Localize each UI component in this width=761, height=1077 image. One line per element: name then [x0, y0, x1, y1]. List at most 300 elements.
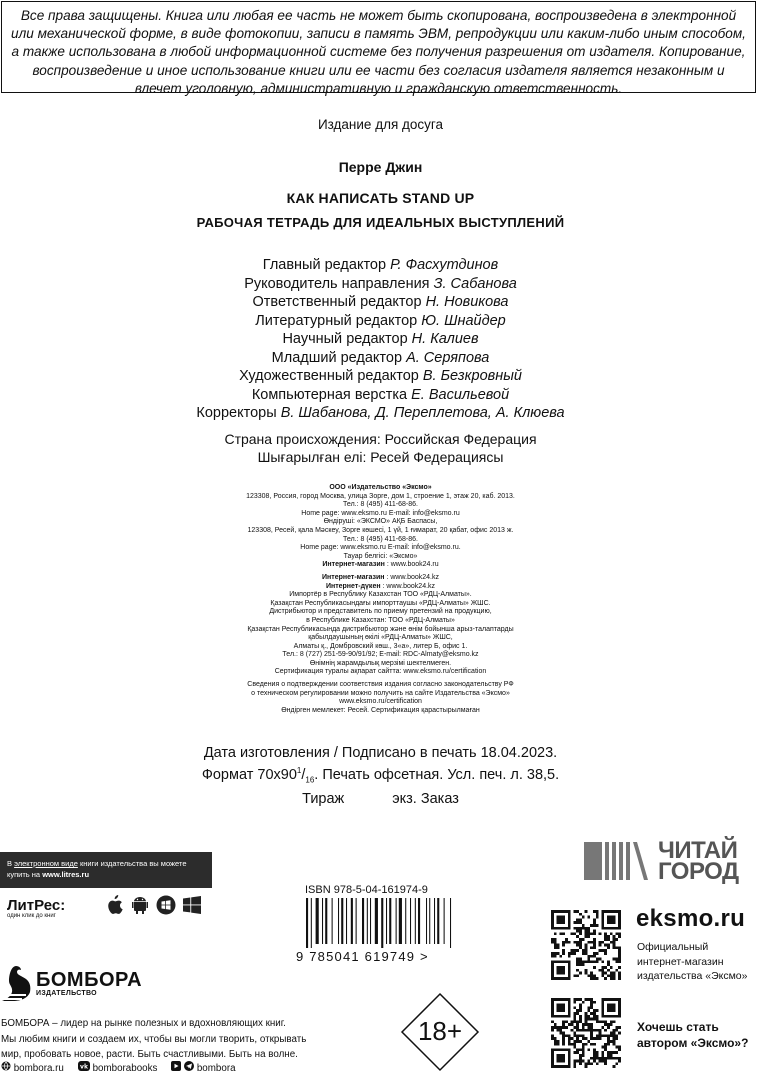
qr-module [593, 1001, 596, 1004]
qr-module [585, 930, 588, 933]
qr-module [585, 949, 588, 952]
barcode-bar [325, 898, 327, 944]
qr-module [554, 1037, 557, 1040]
qr-module [585, 969, 588, 972]
qr-module [576, 1037, 579, 1040]
importer-line: Сертификация туралы ақпарат сайтта: www.eksmo.ru/certification [274, 668, 487, 676]
qr-module [554, 952, 557, 955]
qr-module [579, 1006, 582, 1009]
qr-module [618, 966, 621, 969]
barcode-bar [418, 898, 420, 944]
qr-module [596, 1034, 599, 1037]
qr-module [554, 946, 557, 949]
qr-module [573, 927, 576, 930]
qr-module [587, 960, 590, 963]
qr-module [576, 930, 579, 933]
online-shop-line [0, 561, 761, 570]
qr-module [587, 927, 590, 930]
staff-role: Ответственный редактор [252, 294, 422, 310]
qr-module [593, 1057, 596, 1060]
qr-module [585, 952, 588, 955]
bombora-about [1, 1016, 341, 1063]
qr-module [593, 952, 596, 955]
qr-module [573, 1012, 576, 1015]
qr-module [576, 1029, 579, 1032]
qr-module [607, 1026, 610, 1029]
qr-module [557, 1029, 560, 1032]
qr-module [557, 1043, 560, 1046]
qr-module [593, 1054, 596, 1057]
qr-module [590, 1006, 593, 1009]
qr-module [593, 960, 596, 963]
eksmo-desc-line: Официальный [637, 941, 709, 953]
qr-module [573, 1015, 576, 1018]
eksmo-desc-line: издательства «Эксмо» [637, 970, 748, 982]
qr-module [593, 1012, 596, 1015]
qr-module [585, 1023, 588, 1026]
qr-module [593, 1051, 596, 1054]
qr-module [593, 921, 596, 924]
staff-role: Корректоры [196, 405, 277, 421]
qr-module [568, 1043, 571, 1046]
shop-url: : www.book24.kz [380, 582, 436, 590]
qr-module [604, 972, 607, 975]
qr-module [562, 944, 565, 947]
barcode-bar [434, 898, 435, 944]
staff-role: Главный редактор [262, 257, 387, 273]
staff-name: А. Серяпова [406, 349, 490, 366]
qr-module [607, 1054, 610, 1057]
bombora-about-line: мир, пробовать новое, расти. Быть счастливыми. Быть на волне. [1, 1049, 298, 1060]
vk-icon [78, 1061, 90, 1071]
qr-module [579, 946, 582, 949]
bombora-vk-link[interactable] [78, 1061, 158, 1074]
qr-module [585, 1015, 588, 1018]
shop-label: Интернет-дүкен [325, 582, 381, 590]
qr-module [571, 949, 574, 952]
qr-module [582, 1037, 585, 1040]
qr-module [573, 1043, 576, 1046]
edition-type: Издание для досуга [317, 117, 444, 132]
importer-line: Дистрибьютор и представитель по приему претензий на продукцию, [269, 608, 492, 616]
staff-name: Ю. Шнайдер [421, 312, 506, 329]
author-call-line: автором «Эксмо»? [637, 1036, 749, 1050]
litres-logo: ЛитРес: [7, 897, 66, 914]
qr-module [590, 998, 593, 1001]
qr-module [590, 1057, 593, 1060]
staff-line [0, 404, 761, 423]
qr-module [585, 1020, 588, 1023]
qr-module [599, 949, 602, 952]
qr-module [587, 1009, 590, 1012]
qr-module [601, 1020, 604, 1023]
qr-module [599, 1032, 602, 1035]
qr-module [562, 1040, 565, 1043]
qr-module [613, 935, 616, 938]
qr-module [613, 938, 616, 941]
qr-module [618, 1060, 621, 1063]
litres-banner-line2 [7, 869, 206, 880]
become-author-qr-code[interactable] [551, 998, 621, 1068]
qr-module [618, 1048, 621, 1051]
qr-module [554, 1040, 557, 1043]
qr-module [613, 958, 616, 961]
qr-module [573, 1046, 576, 1049]
qr-module [604, 1048, 607, 1051]
qr-module [593, 955, 596, 958]
qr-module [613, 972, 616, 975]
certification-line: Өндірген мемлекет: Ресей. Сертификация қарастырылмаған [281, 706, 480, 714]
qr-module [585, 1012, 588, 1015]
eksmo-shop-qr-code[interactable] [551, 910, 621, 980]
chitai-line1: ЧИТАЙ [658, 837, 738, 864]
qr-module [585, 1029, 588, 1032]
qr-module [573, 1018, 576, 1021]
android-icon [130, 895, 150, 915]
qr-module [565, 1034, 568, 1037]
qr-module [573, 1062, 576, 1065]
circulation [0, 790, 761, 808]
qr-module [571, 952, 574, 955]
staff-name: В. Шабанова, Д. Переплетова, А. Клюева [280, 405, 565, 421]
qr-module [596, 1057, 599, 1060]
qr-module [607, 963, 610, 966]
qr-module [596, 958, 599, 961]
qr-module [579, 958, 582, 961]
qr-module [579, 913, 582, 916]
svg-text:vk: vk [79, 1063, 88, 1071]
qr-module [593, 1029, 596, 1032]
qr-module [607, 974, 610, 977]
qr-module [576, 1020, 579, 1023]
qr-module [607, 946, 610, 949]
staff-name: З. Сабанова [433, 275, 517, 292]
publisher-line: Тел.: 8 (495) 411-68-86. [343, 501, 418, 509]
qr-module [610, 974, 613, 977]
qr-module [579, 918, 582, 921]
apple-icon [104, 895, 124, 915]
qr-module [568, 941, 571, 944]
become-author-text [637, 1019, 748, 1051]
banner-text: В [7, 859, 15, 868]
litres-banner-line1 [7, 858, 206, 869]
qr-module [582, 1029, 585, 1032]
qr-module [587, 958, 590, 961]
qr-module [576, 1009, 579, 1012]
bombora-social-link[interactable] [171, 1061, 235, 1074]
qr-module [562, 1026, 565, 1029]
qr-module [587, 1026, 590, 1029]
qr-module [559, 932, 562, 935]
eksmo-site[interactable]: eksmo.ru [636, 905, 746, 932]
qr-module [579, 944, 582, 947]
qr-module [613, 1034, 616, 1037]
qr-module [557, 916, 565, 924]
qr-module [593, 946, 596, 949]
banner-text: купить на [7, 870, 43, 879]
qr-module [590, 1062, 593, 1065]
qr-module [599, 958, 602, 961]
barcode-bar [437, 898, 439, 944]
qr-module [582, 1023, 585, 1026]
publisher-line: ООО «Издательство «Эксмо» [329, 484, 432, 491]
qr-module [607, 1057, 610, 1060]
qr-module [582, 1046, 585, 1049]
qr-module [613, 1020, 616, 1023]
qr-module [573, 932, 576, 935]
qr-module [615, 1034, 618, 1037]
qr-module [576, 969, 579, 972]
qr-module [601, 1034, 604, 1037]
barcode-bar [410, 898, 411, 944]
qr-module [579, 963, 582, 966]
qr-module [610, 932, 613, 935]
qr-module [576, 1034, 579, 1037]
author-call-line: Хочешь стать [637, 1020, 719, 1034]
qr-module [573, 949, 576, 952]
qr-module [585, 972, 588, 975]
qr-module [615, 1037, 618, 1040]
qr-module [585, 927, 588, 930]
qr-module [607, 1040, 610, 1043]
barcode-bar [322, 898, 323, 944]
qr-module [618, 952, 621, 955]
qr-module [610, 966, 613, 969]
qr-module [604, 938, 607, 941]
staff-role: Младший редактор [271, 349, 403, 366]
qr-module [607, 969, 610, 972]
litres-site-link[interactable]: www.litres.ru [42, 870, 90, 879]
qr-module [590, 1034, 593, 1037]
qr-module [610, 977, 613, 980]
qr-module [593, 1060, 596, 1063]
qr-module [599, 1034, 602, 1037]
qr-module [613, 944, 616, 947]
qr-module [613, 1065, 616, 1068]
qr-module [590, 1012, 593, 1015]
qr-module [573, 998, 576, 1001]
qr-module [607, 1051, 610, 1054]
qr-module [607, 1023, 610, 1026]
qr-module [604, 1060, 607, 1063]
qr-module [559, 1032, 562, 1035]
qr-module [585, 1018, 588, 1021]
qr-module [601, 966, 604, 969]
qr-module [571, 1043, 574, 1046]
litres-banner[interactable] [0, 852, 212, 888]
barcode-bar [370, 898, 371, 944]
qr-module [568, 1037, 571, 1040]
qr-module [557, 1004, 565, 1012]
online-shop-line [0, 574, 761, 583]
qr-module [613, 946, 616, 949]
qr-module [590, 1032, 593, 1035]
qr-module [599, 1060, 602, 1063]
bombora-wordmark [36, 970, 142, 997]
qr-module [615, 946, 618, 949]
barcode-bar [426, 898, 427, 944]
qr-module [593, 974, 596, 977]
qr-module [587, 916, 590, 919]
qr-module [576, 918, 579, 921]
qr-module [579, 941, 582, 944]
barcode-bar [316, 898, 319, 944]
qr-module [593, 966, 596, 969]
qr-module [579, 1015, 582, 1018]
qr-module [618, 960, 621, 963]
qr-module [587, 1062, 590, 1065]
qr-module [593, 910, 596, 913]
book-author: Перре Джин [338, 159, 423, 175]
qr-module [562, 949, 565, 952]
qr-module [571, 1029, 574, 1032]
print-date: Дата изготовления / Подписано в печать 18.04.2023. [203, 745, 558, 761]
qr-module [596, 1015, 599, 1018]
barcode-bar [399, 898, 402, 944]
qr-module [604, 977, 607, 980]
qr-module [593, 1043, 596, 1046]
staff-name: Н. Новикова [425, 294, 509, 310]
qr-module [557, 952, 560, 955]
qr-module [579, 960, 582, 963]
qr-module [596, 924, 599, 927]
qr-module [604, 932, 607, 935]
qr-module [579, 1009, 582, 1012]
qr-module [618, 935, 621, 938]
qr-module [601, 949, 604, 952]
staff-role: Художественный редактор [239, 368, 419, 384]
qr-module [599, 941, 602, 944]
qr-module [585, 935, 588, 938]
qr-module [579, 1034, 582, 1037]
qr-module [618, 946, 621, 949]
qr-module [585, 944, 588, 947]
barcode-bar [381, 898, 383, 948]
qr-module [573, 921, 576, 924]
qr-module [601, 1046, 604, 1049]
qr-module [585, 910, 588, 913]
importer-line: Қазақстан Республикасында дистрибьютор және өнім бойынша арыз-талаптарды [247, 625, 514, 633]
staff-line [0, 386, 761, 405]
age-rating-text: 18+ [417, 1016, 463, 1046]
qr-module [568, 1040, 571, 1043]
origin-ru: Страна происхождения: Российская Федерация [224, 431, 537, 447]
qr-module [576, 974, 579, 977]
qr-module [587, 1006, 590, 1009]
qr-module [579, 938, 582, 941]
qr-module [568, 952, 571, 955]
qr-module [596, 1062, 599, 1065]
barcode-bar [444, 898, 445, 944]
qr-module [587, 1015, 590, 1018]
barcode-bar [332, 898, 333, 944]
qr-module [596, 977, 599, 980]
qr-module [596, 1051, 599, 1054]
qr-module [596, 1054, 599, 1057]
qr-module [587, 932, 590, 935]
staff-line [0, 349, 761, 368]
qr-module [610, 972, 613, 975]
staff-name: Е. Васильевой [411, 386, 510, 403]
qr-module [604, 1046, 607, 1049]
qr-module [562, 1032, 565, 1035]
qr-module [573, 974, 576, 977]
qr-module [593, 938, 596, 941]
qr-module [593, 1018, 596, 1021]
bombora-site-link[interactable] [1, 1061, 64, 1074]
qr-module [590, 1043, 593, 1046]
qr-module [601, 969, 604, 972]
isbn-digits: 9 785041 619749 > [296, 949, 429, 964]
barcode-bar [375, 898, 378, 944]
qr-module [585, 1065, 588, 1068]
ebook-link[interactable]: электронном виде [14, 859, 78, 868]
qr-module [562, 1034, 565, 1037]
qr-module [576, 921, 579, 924]
qr-module [571, 1037, 574, 1040]
qr-module [607, 1037, 610, 1040]
qr-module [601, 1051, 604, 1054]
copyright-notice: Все права защищены. Книга или любая ее часть не может быть скопирована, воспроизведена в электронной или механической форме, в виде фотокопии, записи в память ЭВМ, репродукции или каким-либо иным способом, а также использована в любой информационной системе без получения разрешения от издателя. Копирование, воспроизведение и иное использование книги или ее части без согласия издателя является незаконным и влечет уголовную, административную и гражданскую ответственность. [1, 1, 756, 93]
qr-module [554, 941, 557, 944]
qr-module [618, 955, 621, 958]
qr-module [615, 1057, 618, 1060]
qr-module [585, 1037, 588, 1040]
qr-module [579, 972, 582, 975]
qr-module [579, 1020, 582, 1023]
qr-module [604, 966, 607, 969]
certification-line: о техническом регулировании можно получить на сайте Издательства «Эксмо» [251, 689, 510, 697]
qr-module [554, 932, 557, 935]
qr-module [607, 935, 610, 938]
publisher-line: Тауар белгісі: «Эксмо» [343, 552, 418, 560]
qr-module [582, 1048, 585, 1051]
qr-module [582, 949, 585, 952]
barcode-bar [396, 898, 397, 944]
qr-module [596, 913, 599, 916]
qr-module [604, 1020, 607, 1023]
qr-module [551, 955, 554, 958]
qr-module [593, 944, 596, 947]
qr-module [604, 935, 607, 938]
barcode-bar [362, 898, 364, 944]
qr-module [576, 1048, 579, 1051]
format-suffix: . Печать офсетная. Усл. печ. л. 38,5. [314, 766, 560, 783]
qr-module [587, 1048, 590, 1051]
qr-module [579, 1048, 582, 1051]
qr-module [601, 960, 604, 963]
qr-module [579, 932, 582, 935]
certification-line: Сведения о подтверждении соответствия издания согласно законодательству РФ [247, 681, 514, 689]
chitai-gorod-wordmark [658, 837, 739, 885]
qr-module [618, 932, 621, 935]
qr-module [590, 1018, 593, 1021]
qr-module [618, 1032, 621, 1035]
qr-module [582, 927, 585, 930]
eksmo-desc-line: интернет-магазин [637, 955, 724, 968]
qr-module [618, 977, 621, 980]
qr-module [601, 1060, 604, 1063]
qr-module [576, 1060, 579, 1063]
staff-line [0, 367, 761, 386]
link-text: bomborabooks [92, 1063, 158, 1074]
shop-label: Интернет-магазин [322, 561, 385, 569]
qr-module [573, 1026, 576, 1029]
qr-module [565, 938, 568, 941]
qr-module [604, 1057, 607, 1060]
qr-module [590, 955, 593, 958]
qr-module [590, 924, 593, 927]
